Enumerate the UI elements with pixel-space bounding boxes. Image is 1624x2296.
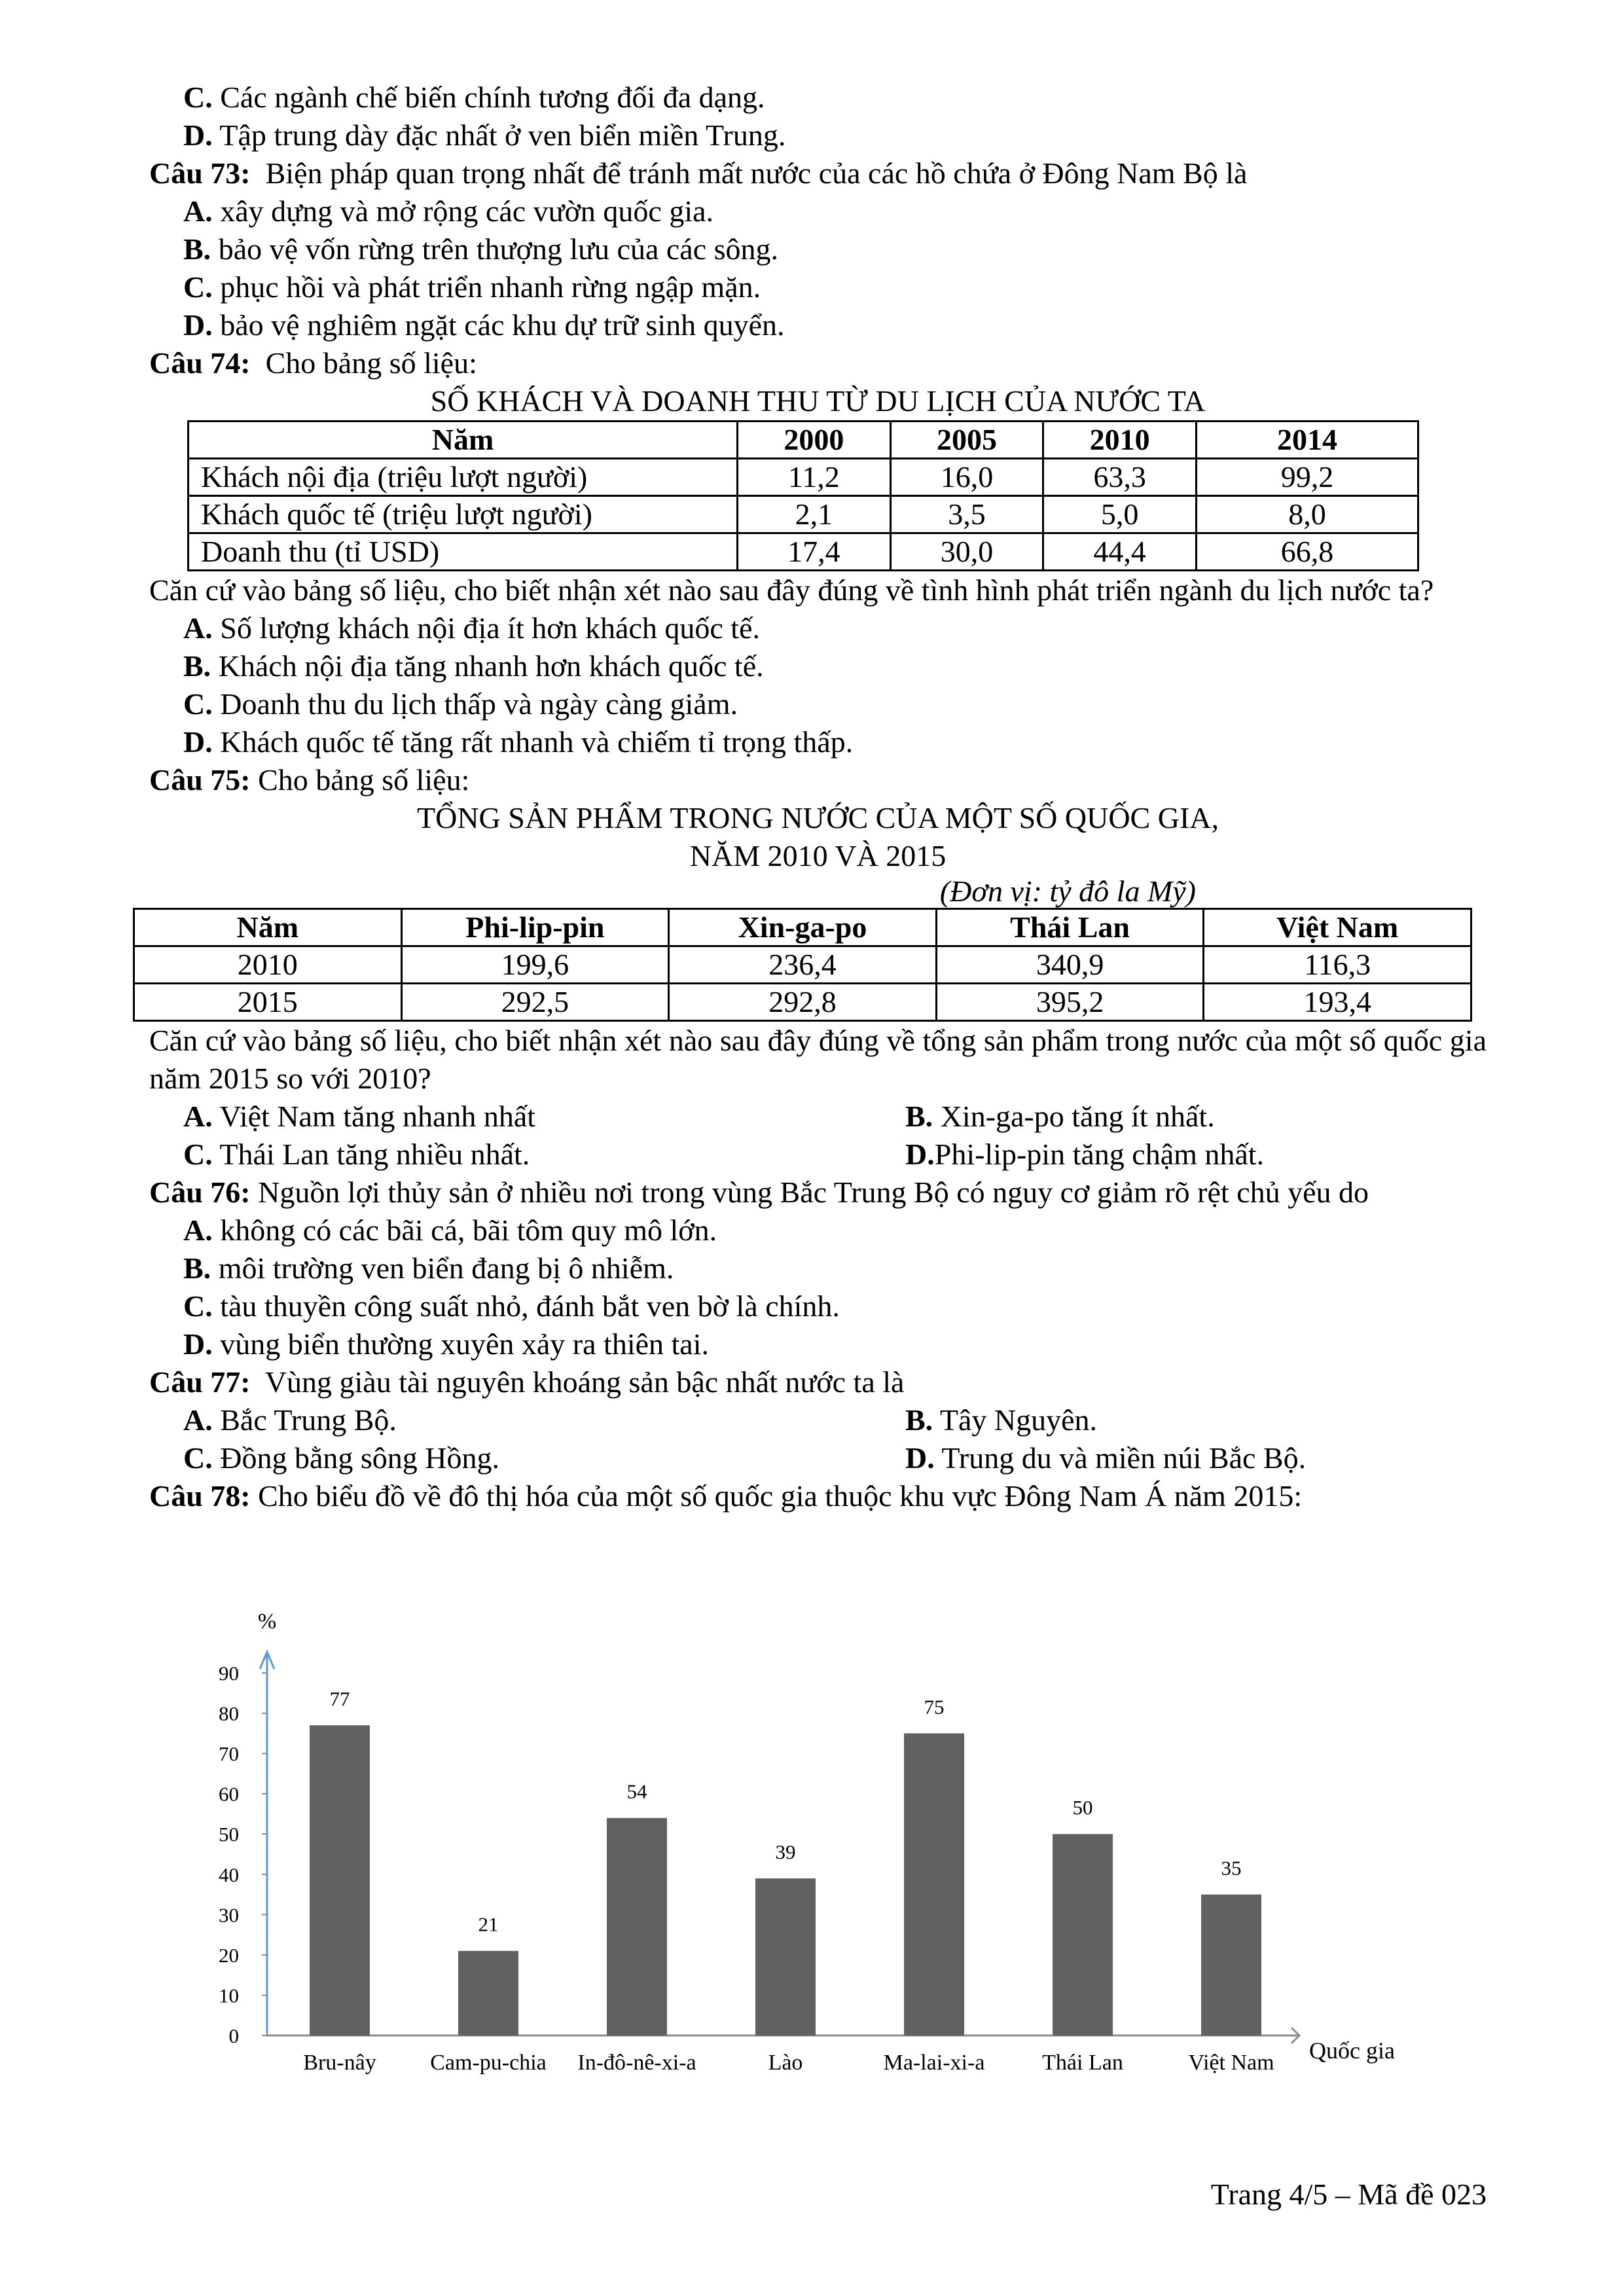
y-tick-label: 50: [219, 1823, 239, 1846]
bar-Việt Nam: [1201, 1895, 1261, 2036]
x-tick-label: Thái Lan: [1042, 2051, 1123, 2075]
q75-table: [133, 908, 1472, 1022]
q74-question: Căn cứ vào bảng số liệu, cho biết nhận xét nào sau đây đúng về tình hình phát triển ngành du lịch nước ta?: [149, 573, 1434, 607]
x-tick-label: Bru-nây: [303, 2051, 376, 2075]
q75-stem: Câu 75: Cho bảng số liệu:: [149, 763, 470, 797]
q74-table-title: SỐ KHÁCH VÀ DOANH THU TỪ DU LỊCH CỦA NƯỚC TA: [430, 384, 1206, 418]
table-row: 2010 199,6 236,4 340,9 116,3: [134, 946, 1471, 984]
q77-option-c: C. Đồng bằng sông Hồng.: [183, 1441, 499, 1475]
q78-stem: Câu 78: Cho biểu đồ về đô thị hóa của một số quốc gia thuộc khu vực Đông Nam Á năm 2015:: [149, 1479, 1303, 1513]
q72-option-c: C. Các ngành chế biến chính tương đối đa dạng.: [183, 81, 765, 114]
q77-option-a: A. Bắc Trung Bộ.: [183, 1403, 397, 1437]
q74-option-d: D. Khách quốc tế tăng rất nhanh và chiếm tỉ trọng thấp.: [183, 725, 854, 759]
q75-table-title-2: NĂM 2010 VÀ 2015: [689, 839, 947, 872]
table-row: 2015 292,5 292,8 395,2 193,4: [134, 984, 1471, 1021]
table-header-row: Năm Phi-lip-pin Xin-ga-po Thái Lan Việt Nam: [134, 909, 1471, 946]
y-tick-label: 10: [219, 1984, 239, 2007]
q76-option-a: A. không có các bãi cá, bãi tôm quy mô lớn.: [183, 1213, 717, 1247]
q74-stem: Câu 74: Cho bảng số liệu:: [149, 346, 477, 380]
y-tick-label: 20: [219, 1943, 239, 1967]
x-tick-label: Lào: [768, 2051, 803, 2075]
x-tick-label: In-đô-nê-xi-a: [577, 2051, 696, 2075]
data-label: 35: [1221, 1856, 1242, 1880]
q75-option-b: B. Xin-ga-po tăng ít nhất.: [905, 1100, 1215, 1133]
y-tick-label: 70: [219, 1742, 239, 1766]
data-label: 77: [329, 1687, 350, 1711]
q76-option-b: B. môi trường ven biển đang bị ô nhiễm.: [183, 1251, 674, 1285]
q73-option-b: B. bảo vệ vốn rừng trên thượng lưu của các sông.: [183, 232, 779, 266]
x-tick-label: Việt Nam: [1188, 2051, 1274, 2075]
y-tick-label: 90: [219, 1662, 239, 1685]
q76-option-c: C. tàu thuyền công suất nhỏ, đánh bắt ven bờ là chính.: [183, 1289, 840, 1323]
q72-option-d: D. Tập trung dày đặc nhất ở ven biển miền Trung.: [183, 118, 786, 152]
q75-question: Căn cứ vào bảng số liệu, cho biết nhận xét nào sau đây đúng về tổng sản phẩm trong nước của một số quốc gia năm 2015 so với 2010?: [149, 1024, 1487, 1095]
q76-option-d: D. vùng biển thường xuyên xảy ra thiên tai.: [183, 1327, 709, 1361]
q77-option-b: B. Tây Nguyên.: [905, 1403, 1098, 1437]
q77-options-row-1: [149, 1401, 1487, 1439]
x-tick-label: Ma-lai-xi-a: [883, 2051, 985, 2075]
data-label: 54: [626, 1780, 647, 1803]
bar-Lào: [755, 1878, 816, 2036]
table-header-row: Năm 2000 2005 2010 2014: [189, 422, 1418, 459]
q75-option-c: C. Thái Lan tăng nhiều nhất.: [183, 1138, 530, 1171]
q74-table: [187, 420, 1419, 571]
table-row: Doanh thu (tỉ USD) 17,4 30,0 44,4 66,8: [189, 533, 1418, 571]
x-axis-title: Quốc gia: [1309, 2037, 1395, 2064]
q73-option-c: C. phục hồi và phát triển nhanh rừng ngập mặn.: [183, 270, 761, 304]
exam-page-content: [149, 79, 1487, 1515]
bar-Cam-pu-chia: [458, 1951, 518, 2036]
q76-stem: Câu 76: Nguồn lợi thủy sản ở nhiều nơi trong vùng Bắc Trung Bộ có nguy cơ giảm rõ rệt chủ yếu do: [149, 1175, 1369, 1209]
q75-options-row-2: [149, 1136, 1487, 1174]
y-tick-label: 0: [228, 2024, 239, 2047]
data-label: 75: [924, 1695, 945, 1719]
q73-option-a: A. xây dựng và mở rộng các vườn quốc gia.: [183, 194, 714, 228]
bar-Thái Lan: [1053, 1834, 1113, 2036]
bar-In-đô-nê-xi-a: [607, 1818, 667, 2036]
data-label: 50: [1072, 1796, 1093, 1820]
q75-option-d: D.Phi-lip-pin tăng chậm nhất.: [905, 1138, 1265, 1171]
x-tick-label: Cam-pu-chia: [430, 2051, 547, 2075]
q75-options-row-1: [149, 1098, 1487, 1136]
y-tick-label: 40: [219, 1863, 239, 1886]
q75-table-title-1: TỔNG SẢN PHẨM TRONG NƯỚC CỦA MỘT SỐ QUỐC GIA,: [417, 801, 1219, 834]
y-axis-title: %: [257, 1609, 277, 1634]
q74-option-b: B. Khách nội địa tăng nhanh hơn khách quốc tế.: [183, 649, 764, 683]
urbanization-bar-chart: [0, 1571, 1624, 2094]
q77-stem: Câu 77: Vùng giàu tài nguyên khoáng sản bậc nhất nước ta là: [149, 1365, 905, 1399]
table-row: Khách nội địa (triệu lượt người) 11,2 16,0 63,3 99,2: [189, 459, 1418, 496]
q74-option-a: A. Số lượng khách nội địa ít hơn khách quốc tế.: [183, 611, 760, 645]
q77-options-row-2: [149, 1439, 1487, 1477]
q74-option-c: C. Doanh thu du lịch thấp và ngày càng giảm.: [183, 687, 738, 721]
q75-unit: (Đơn vị: tỷ đô la Mỹ): [939, 874, 1196, 908]
q73-stem: Câu 73: Biện pháp quan trọng nhất để tránh mất nước của các hồ chứa ở Đông Nam Bộ là: [149, 156, 1248, 190]
q77-option-d: D. Trung du và miền núi Bắc Bộ.: [905, 1441, 1307, 1475]
y-tick-label: 80: [219, 1702, 239, 1725]
bar-Ma-lai-xi-a: [904, 1733, 964, 2036]
bar-Bru-nây: [310, 1725, 370, 2036]
page-footer: Trang 4/5 – Mã đề 023: [1210, 2178, 1487, 2211]
y-tick-label: 30: [219, 1903, 239, 1927]
q75-option-a: A. Việt Nam tăng nhanh nhất: [183, 1100, 536, 1133]
q73-option-d: D. bảo vệ nghiêm ngặt các khu dự trữ sinh quyển.: [183, 308, 785, 342]
y-tick-label: 60: [219, 1782, 239, 1806]
data-label: 21: [478, 1912, 499, 1936]
data-label: 39: [775, 1840, 796, 1863]
table-row: Khách quốc tế (triệu lượt người) 2,1 3,5 5,0 8,0: [189, 496, 1418, 533]
